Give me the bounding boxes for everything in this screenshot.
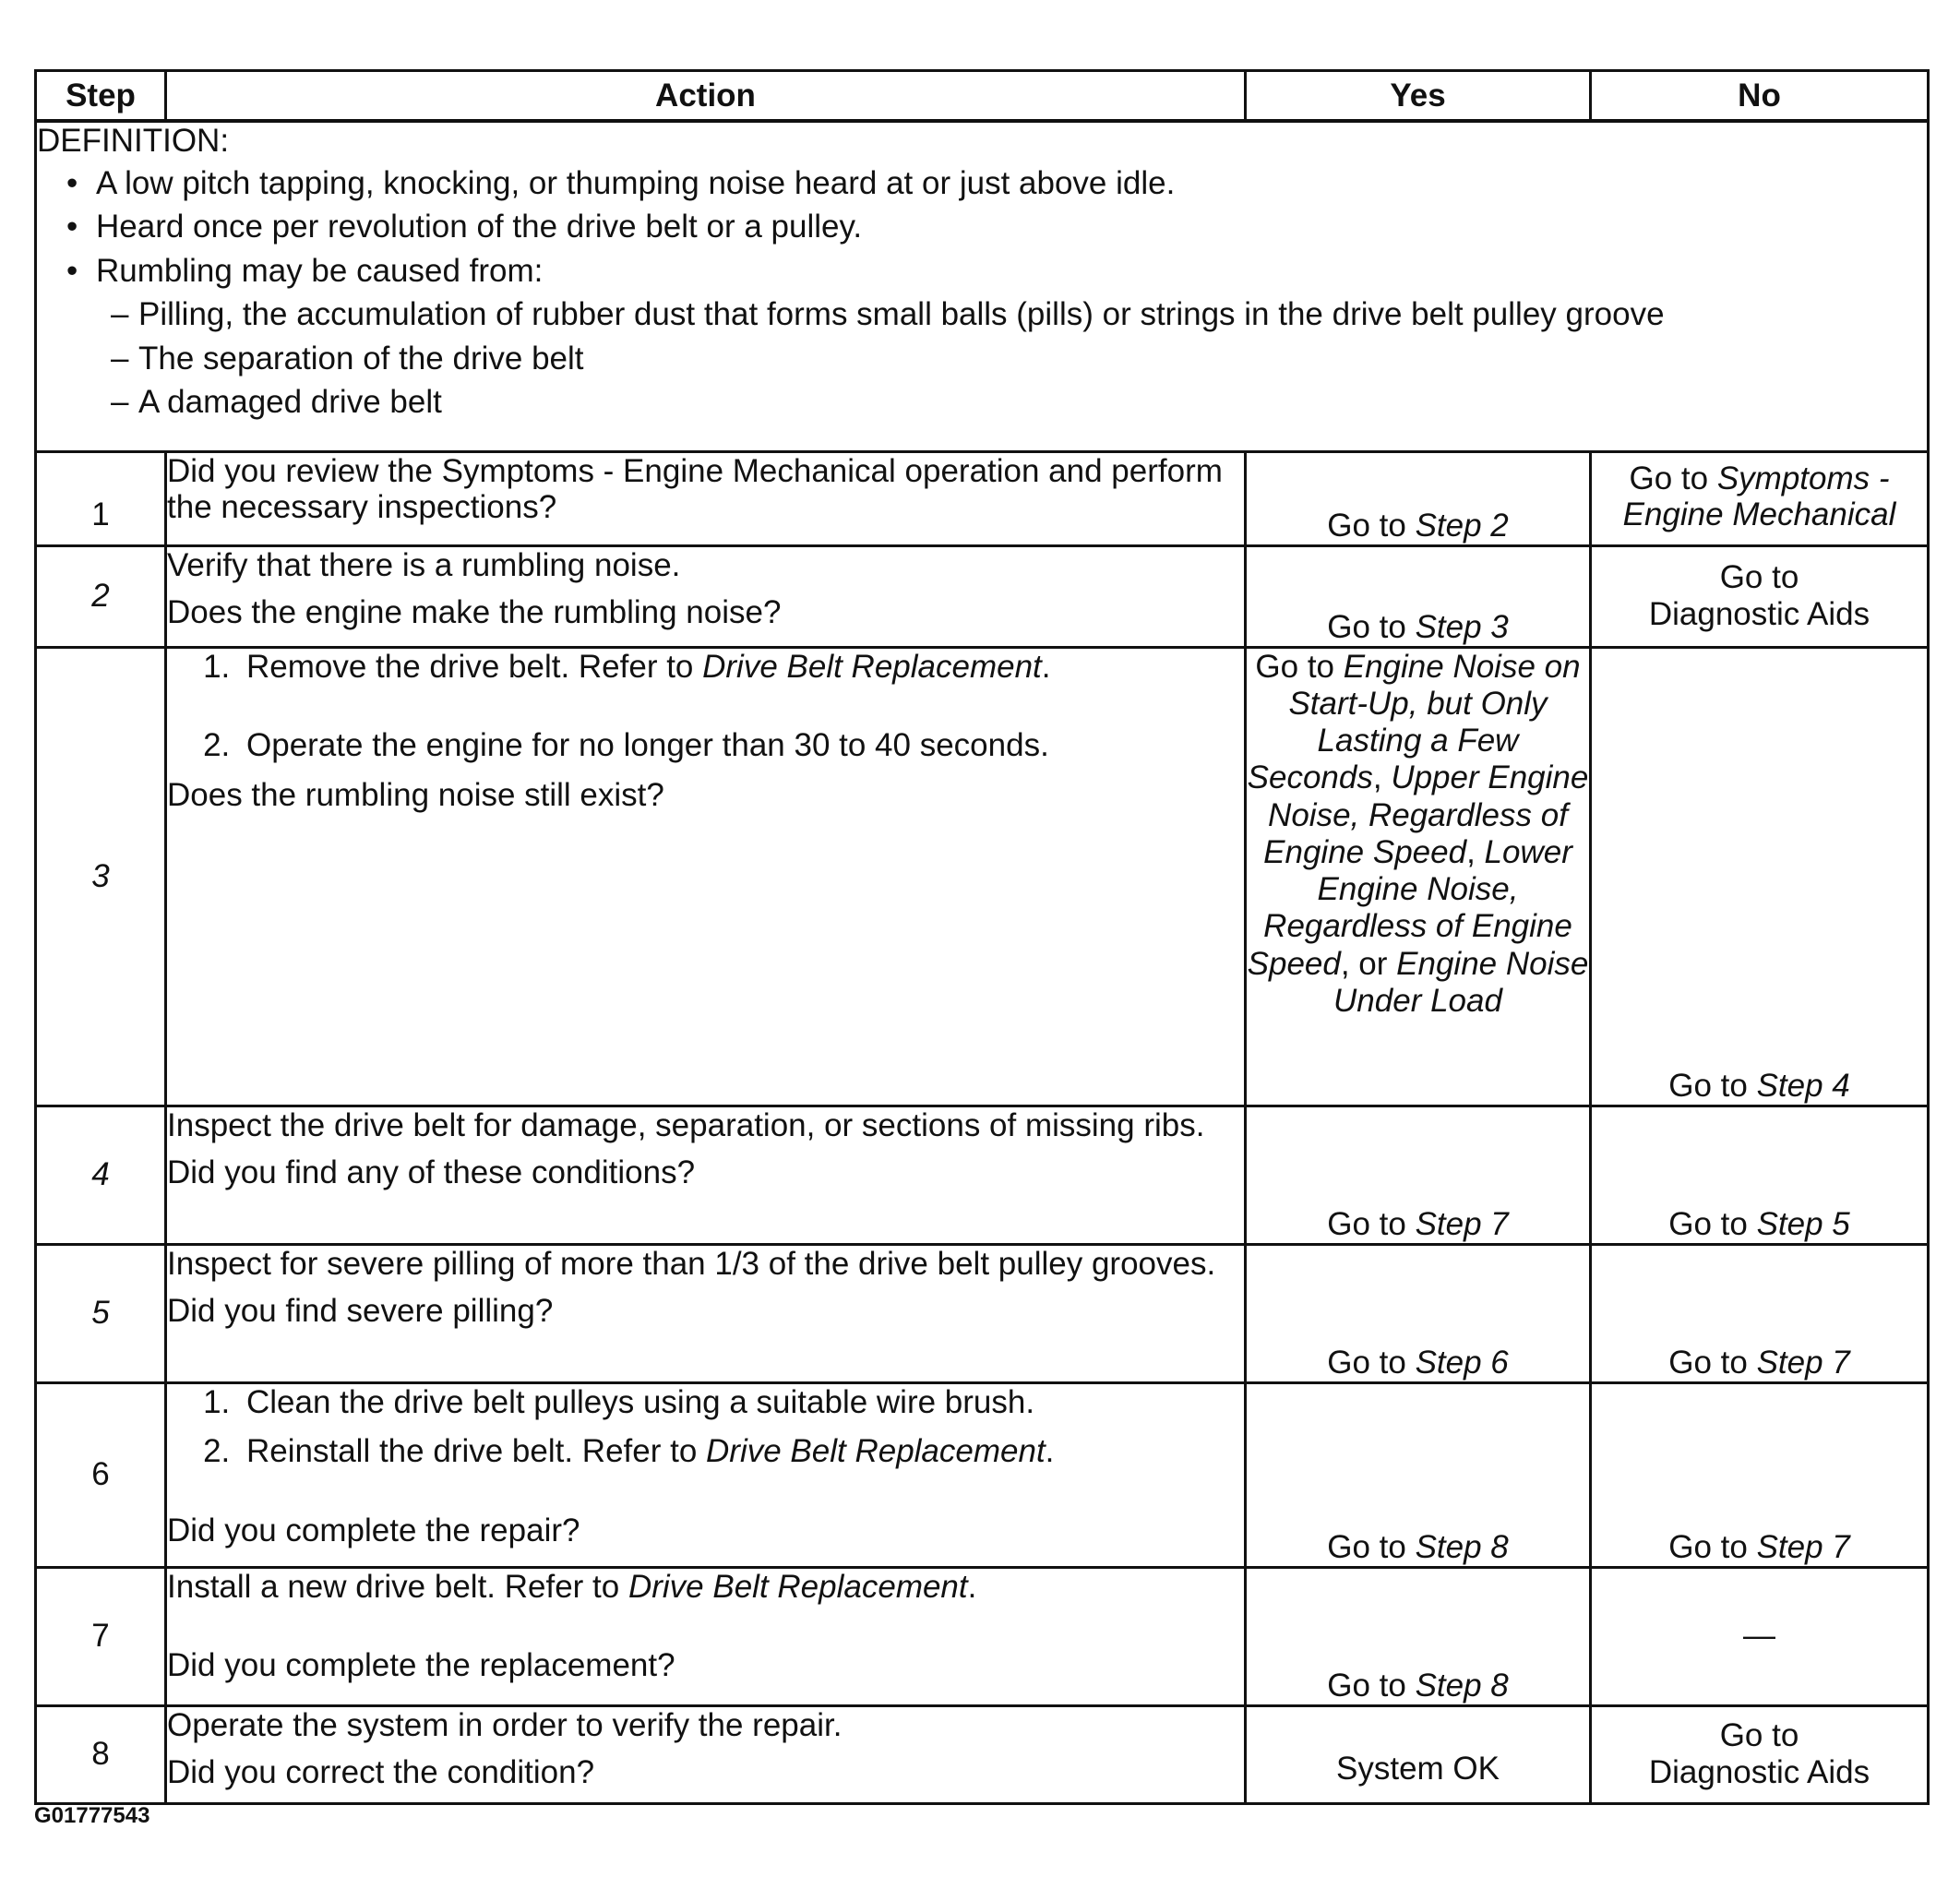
substep: 1. Clean the drive belt pulleys using a suitable wire brush. [239,1384,1244,1421]
yes-cell [1246,647,1591,1106]
header-action: Action [166,71,1246,122]
no-diagnostic-aids-link[interactable]: Diagnostic Aids [1648,1754,1870,1790]
no-cell: — [1591,1567,1929,1705]
step-action [166,1567,1246,1705]
definition-cell [36,121,1929,451]
step-number: 6 [36,1382,166,1567]
yes-prefix: Go to [1327,1205,1416,1242]
yes-step-link[interactable]: Step 8 [1415,1667,1509,1704]
yes-step-link[interactable]: Step 2 [1415,507,1509,544]
no-step-link[interactable]: Step 5 [1756,1205,1850,1242]
definition-bullet: • A low pitch tapping, knocking, or thumping noise heard at or just above idle. [66,165,1927,202]
no-cell [1591,1705,1929,1803]
separator: , [1466,833,1485,870]
definition-bullet: • Heard once per revolution of the drive belt or a pulley. [66,209,1927,245]
yes-cell [1246,1382,1591,1567]
cause-item: – The separation of the drive belt [111,341,1927,377]
definition-bullets [37,165,1927,421]
no-prefix: Go to [1668,1067,1757,1104]
engine-noise-under-load-link[interactable]: Engine Noise Under Load [1333,945,1589,1019]
definition-bullet-causes [66,253,1927,421]
separator: , or [1340,945,1397,982]
yes-cell [1246,1106,1591,1244]
no-step-link[interactable]: Step 4 [1756,1067,1850,1104]
step-row-1 [36,451,1929,545]
yes-prefix: Go to [1255,648,1344,685]
yes-prefix: Go to [1327,608,1416,645]
no-step-link[interactable]: Step 7 [1756,1528,1850,1565]
yes-cell [1246,1567,1591,1705]
step-number: 5 [36,1244,166,1382]
yes-prefix: Go to [1327,1528,1416,1565]
no-diagnostic-aids-link[interactable]: Diagnostic Aids [1648,596,1870,632]
no-step-link[interactable]: Step 7 [1756,1344,1850,1381]
step-number: 3 [36,647,166,1106]
drive-belt-replacement-link[interactable]: Drive Belt Replacement [706,1433,1046,1470]
upper-engine-noise-link[interactable]: Upper Engine Noise, Regardless of Engine Speed [1263,759,1589,870]
cause-item: – A damaged drive belt [111,384,1927,421]
step-row-7 [36,1567,1929,1705]
step-action [166,647,1246,1106]
no-cell [1591,545,1929,647]
definition-title: DEFINITION: [37,123,230,159]
substep-end: . [1045,1433,1055,1470]
action-text-end: . [967,1568,977,1605]
header-no: No [1591,71,1929,122]
step-action [166,451,1246,545]
yes-cell: System OK [1246,1705,1591,1803]
action-question: Does the rumbling noise still exist? [167,776,664,813]
separator: , [1372,759,1392,796]
step-number: 2 [36,545,166,647]
yes-prefix: Go to [1327,507,1416,544]
header-step: Step [36,71,166,122]
yes-cell [1246,1244,1591,1382]
substep-end: . [1041,648,1051,685]
yes-prefix: Go to [1327,1344,1416,1381]
action-question: Did you find any of these conditions? [167,1154,696,1191]
no-cell [1591,1382,1929,1567]
action-question: Did you find severe pilling? [167,1293,554,1330]
no-prefix: Go to [1668,1205,1757,1242]
action-text-part: Install a new drive belt. Refer to [167,1568,628,1605]
step-action [166,545,1246,647]
lower-engine-noise-link[interactable]: Lower Engine Noise, Regardless of Engine Speed [1247,833,1572,982]
no-cell [1591,1244,1929,1382]
step-row-5 [36,1244,1929,1382]
step-row-2 [36,545,1929,647]
action-text: Verify that there is a rumbling noise. [167,546,681,583]
no-prefix: Go to [1668,1528,1757,1565]
header-row [36,71,1929,122]
step-row-8 [36,1705,1929,1803]
yes-step-link[interactable]: Step 7 [1415,1205,1509,1242]
substep: 2. Operate the engine for no longer than 30 to 40 seconds. [239,727,1244,764]
action-text: Inspect the drive belt for damage, separation, or sections of missing ribs. [167,1106,1205,1143]
step-row-4 [36,1106,1929,1244]
substep-list [167,1384,1244,1470]
step-number: 1 [36,451,166,545]
drive-belt-replacement-link[interactable]: Drive Belt Replacement [702,648,1042,685]
step-number: 4 [36,1106,166,1244]
yes-cell [1246,451,1591,545]
definition-row [36,121,1929,451]
drive-belt-replacement-link[interactable]: Drive Belt Replacement [627,1568,968,1605]
substep-list [167,649,1244,764]
cause-list [96,296,1927,421]
action-text [167,1569,1244,1606]
action-question: Did you correct the condition? [167,1754,595,1791]
yes-step-link[interactable]: Step 8 [1415,1528,1509,1565]
step-row-6 [36,1382,1929,1567]
no-symptoms-link[interactable]: Symptoms - Engine Mechanical [1622,460,1896,533]
figure-id: G01777543 [34,1803,150,1828]
step-number: 8 [36,1705,166,1803]
action-text: Inspect for severe pilling of more than 1/3 of the drive belt pulley grooves. [167,1245,1216,1282]
engine-noise-startup-link[interactable]: Engine Noise on Start-Up, but Only Lasting a Few Seconds [1247,648,1581,796]
cause-item: – Pilling, the accumulation of rubber dust that forms small balls (pills) or strings in the drive belt pulley groove [111,296,1927,333]
yes-prefix: Go to [1327,1667,1416,1704]
no-text: Go to [1719,1717,1799,1754]
yes-step-link[interactable]: Step 3 [1415,608,1509,645]
no-cell [1591,647,1929,1106]
step-action [166,1244,1246,1382]
no-prefix: Go to [1629,460,1717,496]
step-number: 7 [36,1567,166,1705]
action-question: Did you complete the repair? [167,1512,580,1548]
no-prefix: Go to [1668,1344,1757,1381]
step-action [166,1705,1246,1803]
header-yes: Yes [1246,71,1591,122]
yes-cell [1246,545,1591,647]
no-cell [1591,451,1929,545]
yes-step-link[interactable]: Step 6 [1415,1344,1509,1381]
action-question: Did you complete the replacement? [167,1647,675,1684]
action-question: Does the engine make the rumbling noise? [167,594,782,631]
step-action [166,1106,1246,1244]
substep-text: Reinstall the drive belt. Refer to [246,1433,707,1470]
substep-text: Remove the drive belt. Refer to [246,648,703,685]
step-row-3 [36,647,1929,1106]
definition-bullet-text: Rumbling may be caused from: [96,252,544,289]
substep [239,649,1244,686]
substep [239,1433,1244,1470]
diagnostic-table [34,69,1930,1805]
action-question: Did you review the Symptoms - Engine Mechanical operation and perform the necessary inspections? [167,452,1223,526]
no-cell [1591,1106,1929,1244]
no-text: Go to [1719,559,1799,596]
step-action [166,1382,1246,1567]
action-text: Operate the system in order to verify the repair. [167,1706,843,1743]
